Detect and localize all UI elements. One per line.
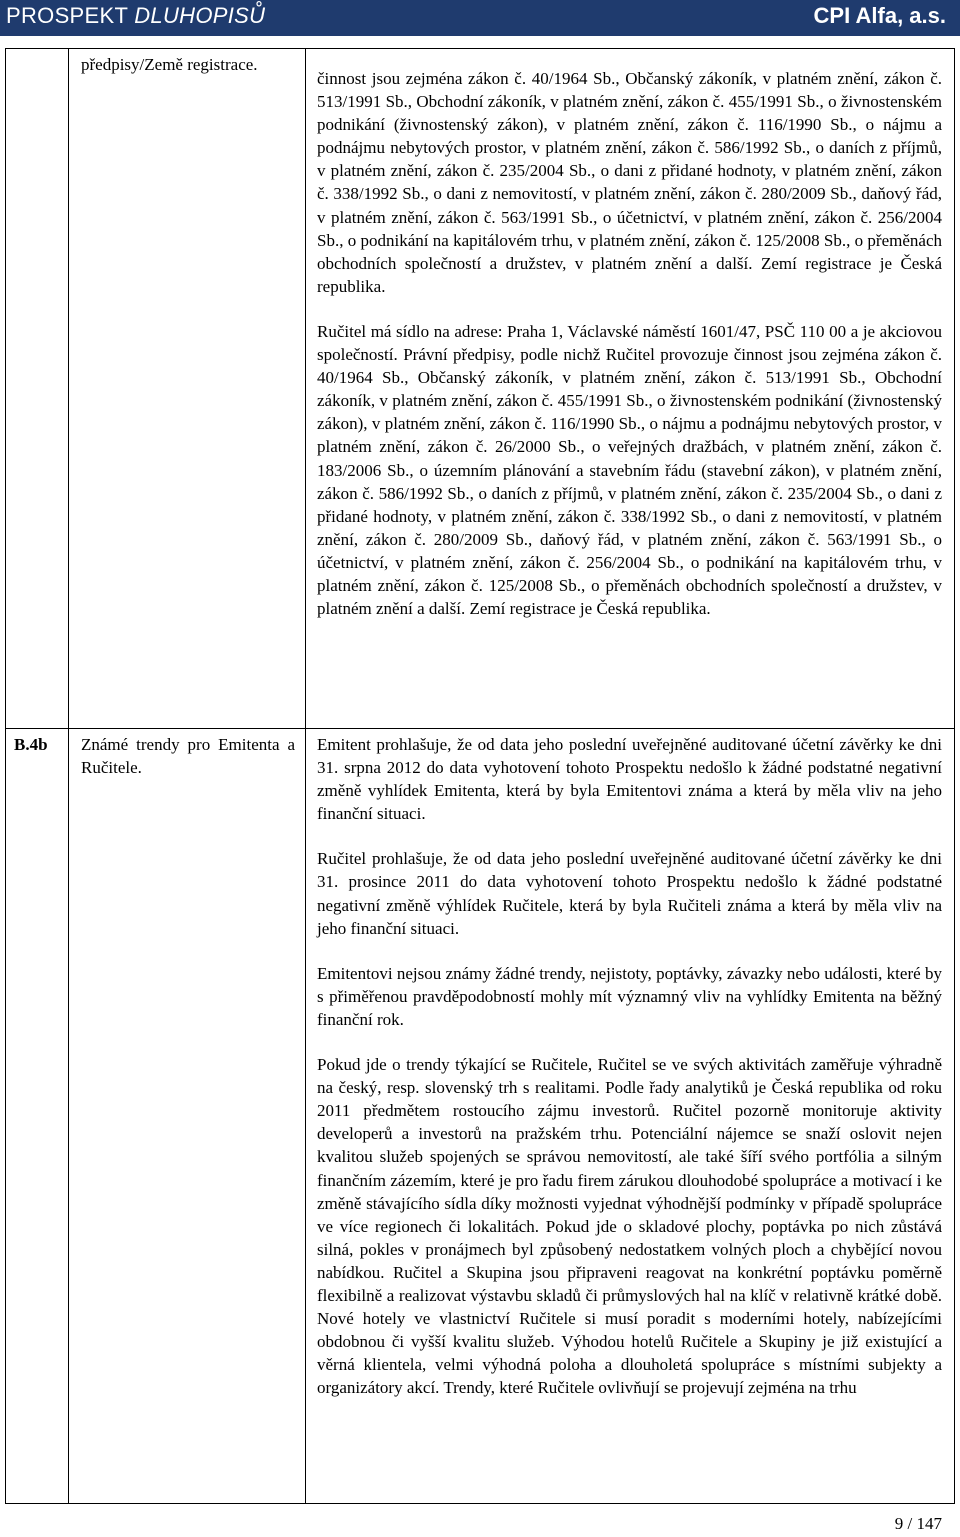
row-label: Známé trendy pro Emitenta a Ručitele. xyxy=(81,735,295,777)
title-italic: DLUHOPISŮ xyxy=(134,3,266,28)
page-number: 9 / 147 xyxy=(894,1514,942,1533)
company-name: CPI Alfa, a.s. xyxy=(813,3,946,28)
title-prefix: PROSPEKT xyxy=(6,3,135,28)
document-header xyxy=(0,0,960,36)
row-label-cell xyxy=(69,729,306,1504)
prospectus-table xyxy=(5,48,955,1504)
row-content-cell xyxy=(306,729,955,1504)
row-code-cell xyxy=(6,729,69,1504)
paragraph: činnost jsou zejména zákon č. 40/1964 Sb., Občanský zákoník, v platném znění, zákon č. 513/1991 Sb., Obchodní zákoník, v platném znění, zákon č. 455/1991 Sb., o živnostenském podnikání (živnostenský zákon), v platném znění, zákon č. 116/1990 Sb., o nájmu a podnájmu nebytových prostor, v platném znění, zákon č. 586/1992 Sb., o daních z příjmů, v platném znění, zákon č. 235/2004 Sb., o dani z přidané hodnoty, v platném znění, zákon č. 338/1992 Sb., o dani z nemovitostí, v platném znění, zákon č. 280/2009 Sb., daňový řád, v platném znění, zákon č. 563/1991 Sb., o účetnictví, v platném znění, zákon č. 256/2004 Sb., o podnikání na kapitálovém trhu, v platném znění, zákon č. 125/2008 Sb., o přeměnách obchodních společností a družstev, v platném znění a další. Zemí registrace je Česká republika. xyxy=(317,69,942,296)
paragraph: Ručitel prohlašuje, že od data jeho poslední uveřejněné auditované účetní závěrky ke dni 31. prosince 2011 do data vyhotovení tohoto Prospektu nedošlo k žádné podstatné negativní změně výhlídek Ručitele, která by byla Ručiteli známa a která by měla vliv na jeho finanční situaci. xyxy=(317,849,942,938)
paragraph: Emitentovi nejsou známy žádné trendy, nejistoty, poptávky, závazky nebo události, které by s přiměřenou pravděpodobností mohly mít významný vliv na vyhlídky Emitenta na běžný finanční rok. xyxy=(317,963,942,1029)
row-code-cell xyxy=(6,49,69,729)
row-code: B.4b xyxy=(14,735,48,754)
paragraph: Emitent prohlašuje, že od data jeho poslední uveřejněné auditované účetní závěrky ke dni 31. srpna 2012 do data vyhotovení tohoto Prospektu nedošlo k žádné podstatné negativní změně vyhlídek Emitenta, která by byla Emitentovi známa a která by měla vliv na jeho finanční situaci. xyxy=(317,735,942,824)
row-content-cell xyxy=(306,49,955,729)
row-label-cell xyxy=(69,49,306,729)
paragraph: Pokud jde o trendy týkající se Ručitele, Ručitel se ve svých aktivitách zaměřuje výhradně na český, resp. slovenský trh s realitami. Podle řady analytiků je Česká republika od roku 2011 předmětem rostoucího zájmu investorů. Ručitel pozorně monitoruje aktivity developerů a investorů na pražském trhu. Potenciální nájemce se snaží oslovit nejen kvalitou služeb spojených se správou nemovitostí, ale také šíří svého portfólia a silným finančním zázemím, které je pro řadu firem zárukou dlouhodobé spolupráce a motivací i ke změně stávajícího sídla díky možnosti vyjednat výhodnější podmínky v případě spolupráce ve více regionech či lokalitách. Pokud jde o skladové plochy, poptávka po nich zůstává silná, pokles v pronájmech byl způsobený nedostatkem volných ploch a chybějící novou nabídkou. Ručitel a Skupina jsou připraveni reagovat na konkrétní poptávku poměrně flexibilně a realizovat výstavbu skladů či průmyslových hal na klíč v relativně krátké době. Nové hotely ve vlastnictví Ručitele si musí poradit s moderními hotely, nabízejícími obdobnou či vyšší kvalitu služeb. Výhodou hotelů Ručitele a Skupiny je již existující a věrná klientela, velmi výhodná poloha a dlouholetá spolupráce s místními subjekty a organizátory akcí. Trendy, které Ručitele ovlivňují se projevují zejména na trhu xyxy=(317,1055,942,1398)
paragraph: Ručitel má sídlo na adrese: Praha 1, Václavské náměstí 1601/47, PSČ 110 00 a je akciovou společností. Právní předpisy, podle nichž Ručitel provozuje činnost jsou zejména zákon č. 40/1964 Sb., Občanský zákoník, v platném znění, zákon č. 513/1991 Sb., Obchodní zákoník, v platném znění, zákon č. 455/1991 Sb., o živnostenském podnikání (živnostenský zákon), v platném znění, zákon č. 116/1990 Sb., o nájmu a podnájmu nebytových prostor, v platném znění, zákon č. 26/2000 Sb., o veřejných dražbách, v platném znění, zákon č. 183/2006 Sb., o územním plánování a stavebním řádu (stavební zákon), v platném znění, zákon č. 586/1992 Sb., o daních z příjmů, v platném znění, zákon č. 235/2004 Sb., o dani z přidané hodnoty, v platném znění, zákon č. 338/1992 Sb., o dani z nemovitostí, v platném znění, zákon č. 280/2009 Sb., daňový řád, v platném znění, zákon č. 563/1991 Sb., o účetnictví, v platném znění, zákon č. 256/2004 Sb., o podnikání na kapitálovém trhu, v platném znění, zákon č. 125/2008 Sb., o přeměnách obchodních společností a družstev, v platném znění a další. Zemí registrace je Česká republika. xyxy=(317,321,942,619)
document-title xyxy=(6,3,265,29)
table-row xyxy=(6,729,955,1504)
row-code xyxy=(6,49,68,53)
row-label: předpisy/Země registrace. xyxy=(81,55,258,74)
table-row xyxy=(6,49,955,729)
